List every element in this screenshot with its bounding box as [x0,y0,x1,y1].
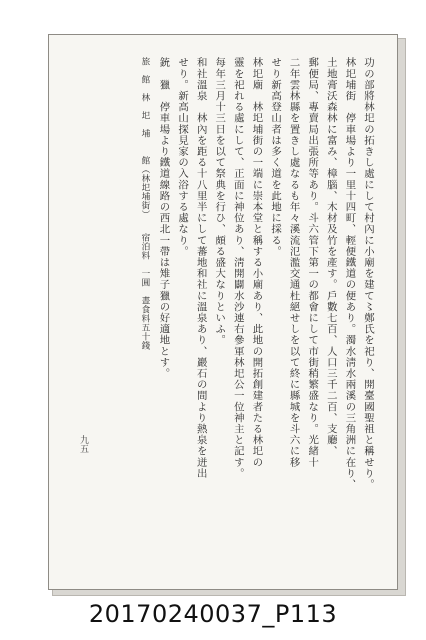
text-column: 銃 獵 停車場より鐵道線路の西北一帶は雉子獵の好適地とす。 [157,57,170,379]
text-column: 和社溫泉 林內を距る十八里半にして蕃地和社に溫泉あり、巖石の間より熱泉を迸出 [194,57,207,479]
text-column: 靈を祀れる處にして、正面に神位あり、淸開闢水沙連右參軍林圯公一位神主と記す。 [231,57,244,479]
vertical-text-body [67,57,377,557]
text-column: 每年三月十三日を以て祭典を行ひ、頗る盛大なりといふ。 [213,57,226,346]
image-id-caption: 20170240037_P113 [88,600,338,628]
text-column: 郵便局、專賣局出張所等あり。斗六管下第一の都會にして市街稍繁盛なり。光緒十 [306,57,319,468]
text-column: 功の部將林圯の拓きし處にして村內に小廟を建て〻鄭氏を祀り、開臺國聖祖と稱せり。 [362,57,374,490]
text-column: 土地膏沃森林に富み、樟腦、木材及竹を產す。戶數七百、人口三千二百、支廳、 [324,57,337,457]
inn-info-line: 旅 館 林 圯 埔 館（林圯埔街） 宿泊料 一圓 晝食料五十錢 [139,57,150,350]
page-number: 九五 [78,435,88,453]
document-page [48,34,398,590]
text-column: 林圯埔街 停車場より一里十四町、輕便鐵道の便あり。濁水淸水兩溪の三角洲に在り、 [343,57,356,490]
text-column: 林圯廟 林圯埔街の一端に崇本堂と稱する小廟あり、此地の開拓創建者たる林圯の [250,57,263,468]
text-column: せり。新高山探見家の入浴する處なり。 [176,57,189,257]
text-column: 二年雲林縣を置きし處なるも年々溪流氾濫交通杜絕せしを以て終に縣城を斗六に移 [287,57,300,468]
text-column: せり新高登山者は多く道を此地に採る。 [269,57,282,257]
